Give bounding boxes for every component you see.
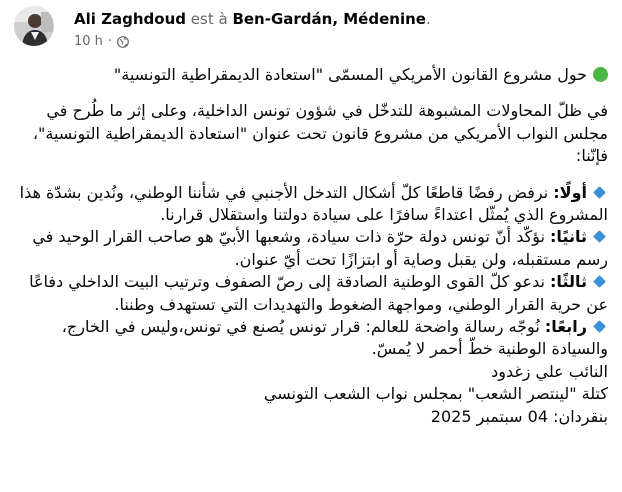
point-label: ثالثًا:	[550, 272, 587, 292]
post-meta	[74, 34, 129, 50]
place-date: بنقردان: 04 سبتمبر 2025	[430, 406, 608, 426]
signature: النائب علي زغدود	[491, 361, 608, 381]
point-text: نرفض رفضًا قاطعًا كلّ أشكال التدخل الأجنبي في شأننا الوطني، ونُدين بشدّة هذا المشروع الذي يُمثّل اعتداءً سافرًا على سيادة دولتنا واستقلال قرارنا.	[19, 182, 608, 225]
blue-diamond-icon	[593, 275, 606, 288]
point-2	[14, 226, 608, 271]
post-title-text: حول مشروع القانون الأمريكي المسمّى "استعادة الديمقراطية التونسية"	[113, 65, 587, 84]
post-title	[14, 64, 608, 86]
point-text: ندعو كلّ القوى الوطنية الصادقة إلى رصّ الصفوف وترتيب البيت الداخلي دفاعًا عن حرية القرار الوطني، ومواجهة الضغوط والتهديدات التي تستهدف وطننا.	[29, 272, 608, 314]
post-intro: في ظلّ المحاولات المشبوهة للتدخّل في شؤون تونس الداخلية، وعلى إثر ما طُرح في مجلس النواب الأمريكي من مشروع قانون تحت عنوان "استعادة الديمقراطية التونسية"، فإنّنا:	[32, 101, 608, 166]
meta-separator: ·	[107, 34, 113, 49]
location-connector: est à	[190, 10, 228, 28]
point-text: نؤكّد أنّ تونس دولة حرّة ذات سيادة، وشعبها الأبيّ هو صاحب القرار الوحيد في رسم مستقبله، ولن يقبل وصاية أو ابتزازًا تحت أيّ عنوان.	[32, 227, 608, 269]
location-name[interactable]: Ben-Gardán, Médenine	[232, 10, 426, 28]
trailing-period: .	[425, 10, 431, 28]
author-line	[74, 9, 431, 29]
post-header	[14, 6, 614, 54]
point-label: رابعًا:	[544, 317, 587, 337]
point-text: نُوجّه رسالة واضحة للعالم: قرار تونس يُصنع في تونس،وليس في الخارج، والسيادة الوطنية خطّ أحمر لا يُمسّ.	[61, 317, 608, 359]
post-body	[14, 64, 608, 428]
point-label: ثانيًا:	[550, 227, 587, 247]
blue-diamond-icon	[593, 186, 606, 199]
bloc-name: كتلة "لينتصر الشعب" بمجلس نواب الشعب التونسي	[263, 384, 608, 404]
green-circle-icon	[593, 67, 608, 82]
point-label: أولًا:	[553, 182, 587, 202]
point-4	[14, 316, 608, 361]
blue-diamond-icon	[593, 231, 606, 244]
avatar[interactable]	[14, 6, 54, 46]
globe-icon[interactable]	[117, 36, 129, 48]
point-3	[14, 271, 608, 316]
point-1	[14, 182, 608, 227]
post-timestamp[interactable]: 10 h	[74, 34, 103, 49]
author-name[interactable]: Ali Zaghdoud	[74, 10, 186, 28]
blue-diamond-icon	[593, 320, 606, 333]
avatar-photo-icon	[14, 6, 54, 46]
